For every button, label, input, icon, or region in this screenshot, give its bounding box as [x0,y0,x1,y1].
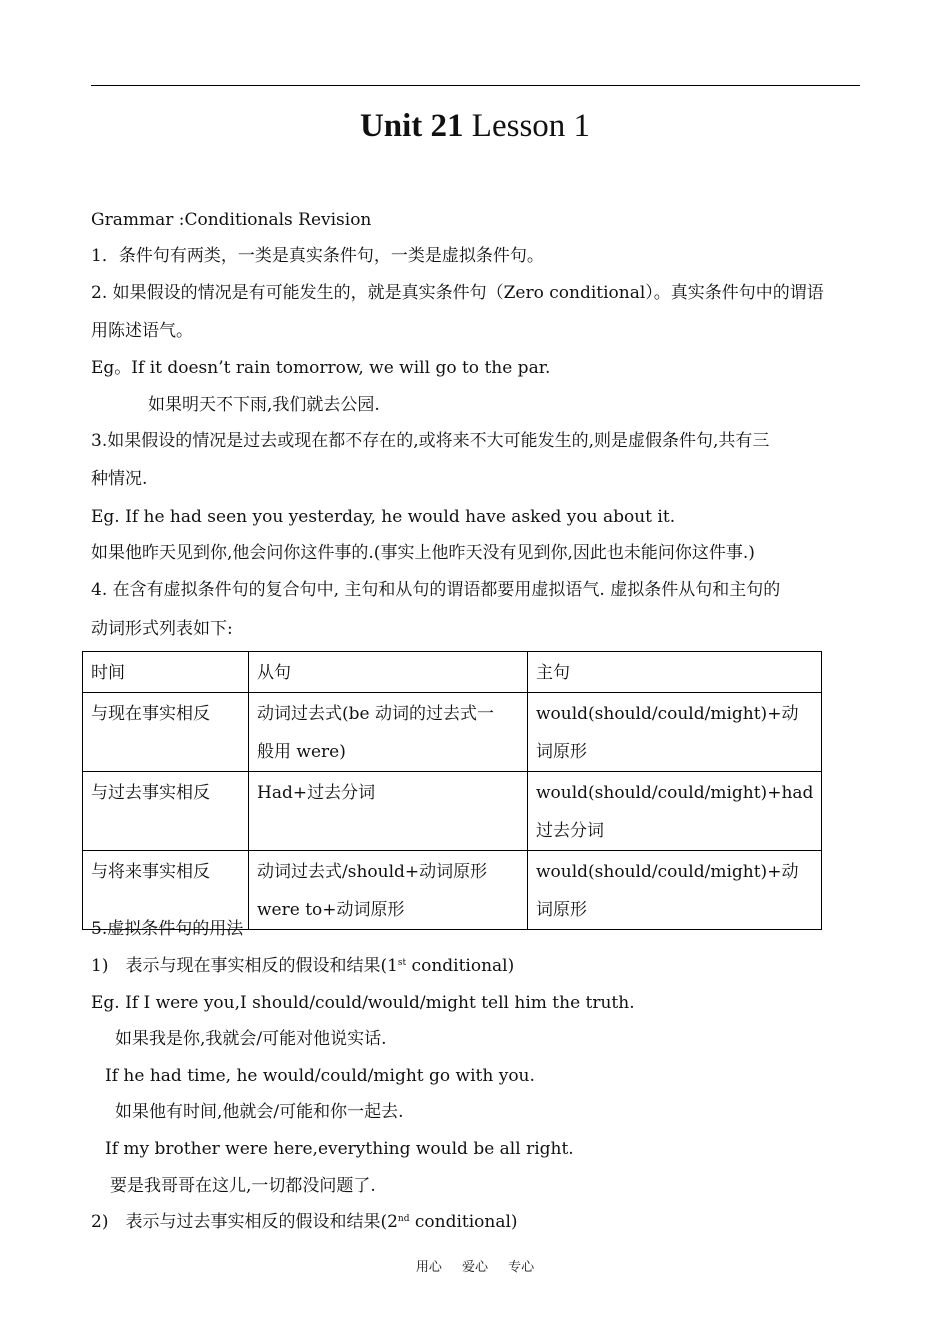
cell-line: were to+动词原形 [257,900,405,920]
cell-main [528,772,822,851]
usage-1-superscript: st [397,958,407,968]
cell-main [528,693,822,772]
cell-clause [249,772,528,851]
usage-1-heading [91,954,514,978]
cell-line: Had+过去分词 [257,783,376,803]
title-lesson: Lesson 1 [463,108,591,144]
example-2-translation: 如果他昨天见到你,他会问你这件事的.(事实上他昨天没有见到你,因此也未能问你这件事.) [91,543,755,563]
example-3: Eg. If I were you,I should/could/would/might tell him the truth. [91,993,635,1013]
example-4: If he had time, he would/could/might go with you. [105,1066,535,1086]
usage-1-text: 1) 表示与现在事实相反的假设和结果(1 [91,956,398,976]
header-time: 时间 [83,652,249,693]
title-unit: Unit 21 [359,108,464,144]
point-1: 1．条件句有两类，一类是真实条件句，一类是虚拟条件句。 [91,246,544,266]
usage-2-text: 2) 表示与过去事实相反的假设和结果(2 [91,1212,398,1232]
footer-word: 爱心 [461,1260,488,1275]
cell-line: 词原形 [536,742,587,762]
example-4-translation: 如果他有时间,他就会/可能和你一起去. [115,1102,404,1122]
example-3-translation: 如果我是你,我就会/可能对他说实话. [115,1029,387,1049]
example-5-translation: 要是我哥哥在这儿,一切都没问题了. [110,1176,376,1196]
cell-line: would(should/could/might)+动 [536,704,799,724]
usage-1-suffix: conditional) [406,956,515,976]
page-footer [0,1259,950,1277]
table-row [83,772,822,851]
example-5: If my brother were here,everything would be all right. [105,1139,574,1159]
cell-line: 动词过去式/should+动词原形 [257,862,488,882]
cell-line: 般用 were) [257,742,346,762]
header-main: 主句 [528,652,822,693]
point-5: 5.虚拟条件句的用法 [91,919,244,939]
header-clause: 从句 [249,652,528,693]
table-header-row [83,652,822,693]
cell-time: 与将来事实相反 [83,851,249,930]
point-3-line-2: 种情况. [91,469,148,489]
example-1: Eg。If it doesn’t rain tomorrow, we will go to the par. [91,358,551,378]
point-4-line-1: 4. 在含有虚拟条件句的复合句中, 主句和从句的谓语都要用虚拟语气. 虚拟条件从句和主句的 [91,580,781,600]
cell-main [528,851,822,930]
cell-line: 过去分词 [536,821,604,841]
footer-word: 专心 [508,1260,535,1275]
cell-time: 与现在事实相反 [83,693,249,772]
grammar-heading: Grammar :Conditionals Revision [91,210,372,230]
cell-line: 动词过去式(be 动词的过去式一 [257,704,494,724]
point-2-line-1: 2. 如果假设的情况是有可能发生的，就是真实条件句（Zero conditional）。真实条件句中的谓语 [91,283,824,303]
cell-clause [249,851,528,930]
verb-form-table [82,651,822,930]
page-title [0,104,950,148]
cell-clause [249,693,528,772]
example-1-translation: 如果明天不下雨,我们就去公园. [148,395,380,415]
header-rule [91,85,860,86]
usage-2-superscript: nd [397,1214,410,1224]
usage-2-heading [91,1210,518,1234]
point-4-line-2: 动词形式列表如下: [91,619,233,639]
cell-line: 词原形 [536,900,587,920]
table-row [83,693,822,772]
point-3-line-1: 3.如果假设的情况是过去或现在都不存在的,或将来不大可能发生的,则是虚假条件句,共有三 [91,431,770,451]
example-2: Eg. If he had seen you yesterday, he would have asked you about it. [91,507,676,527]
cell-time: 与过去事实相反 [83,772,249,851]
point-2-line-2: 用陈述语气。 [91,321,193,341]
cell-line: would(should/could/might)+动 [536,862,799,882]
usage-2-suffix: conditional) [409,1212,518,1232]
cell-line: would(should/could/might)+had [536,783,814,803]
footer-word: 用心 [415,1260,442,1275]
